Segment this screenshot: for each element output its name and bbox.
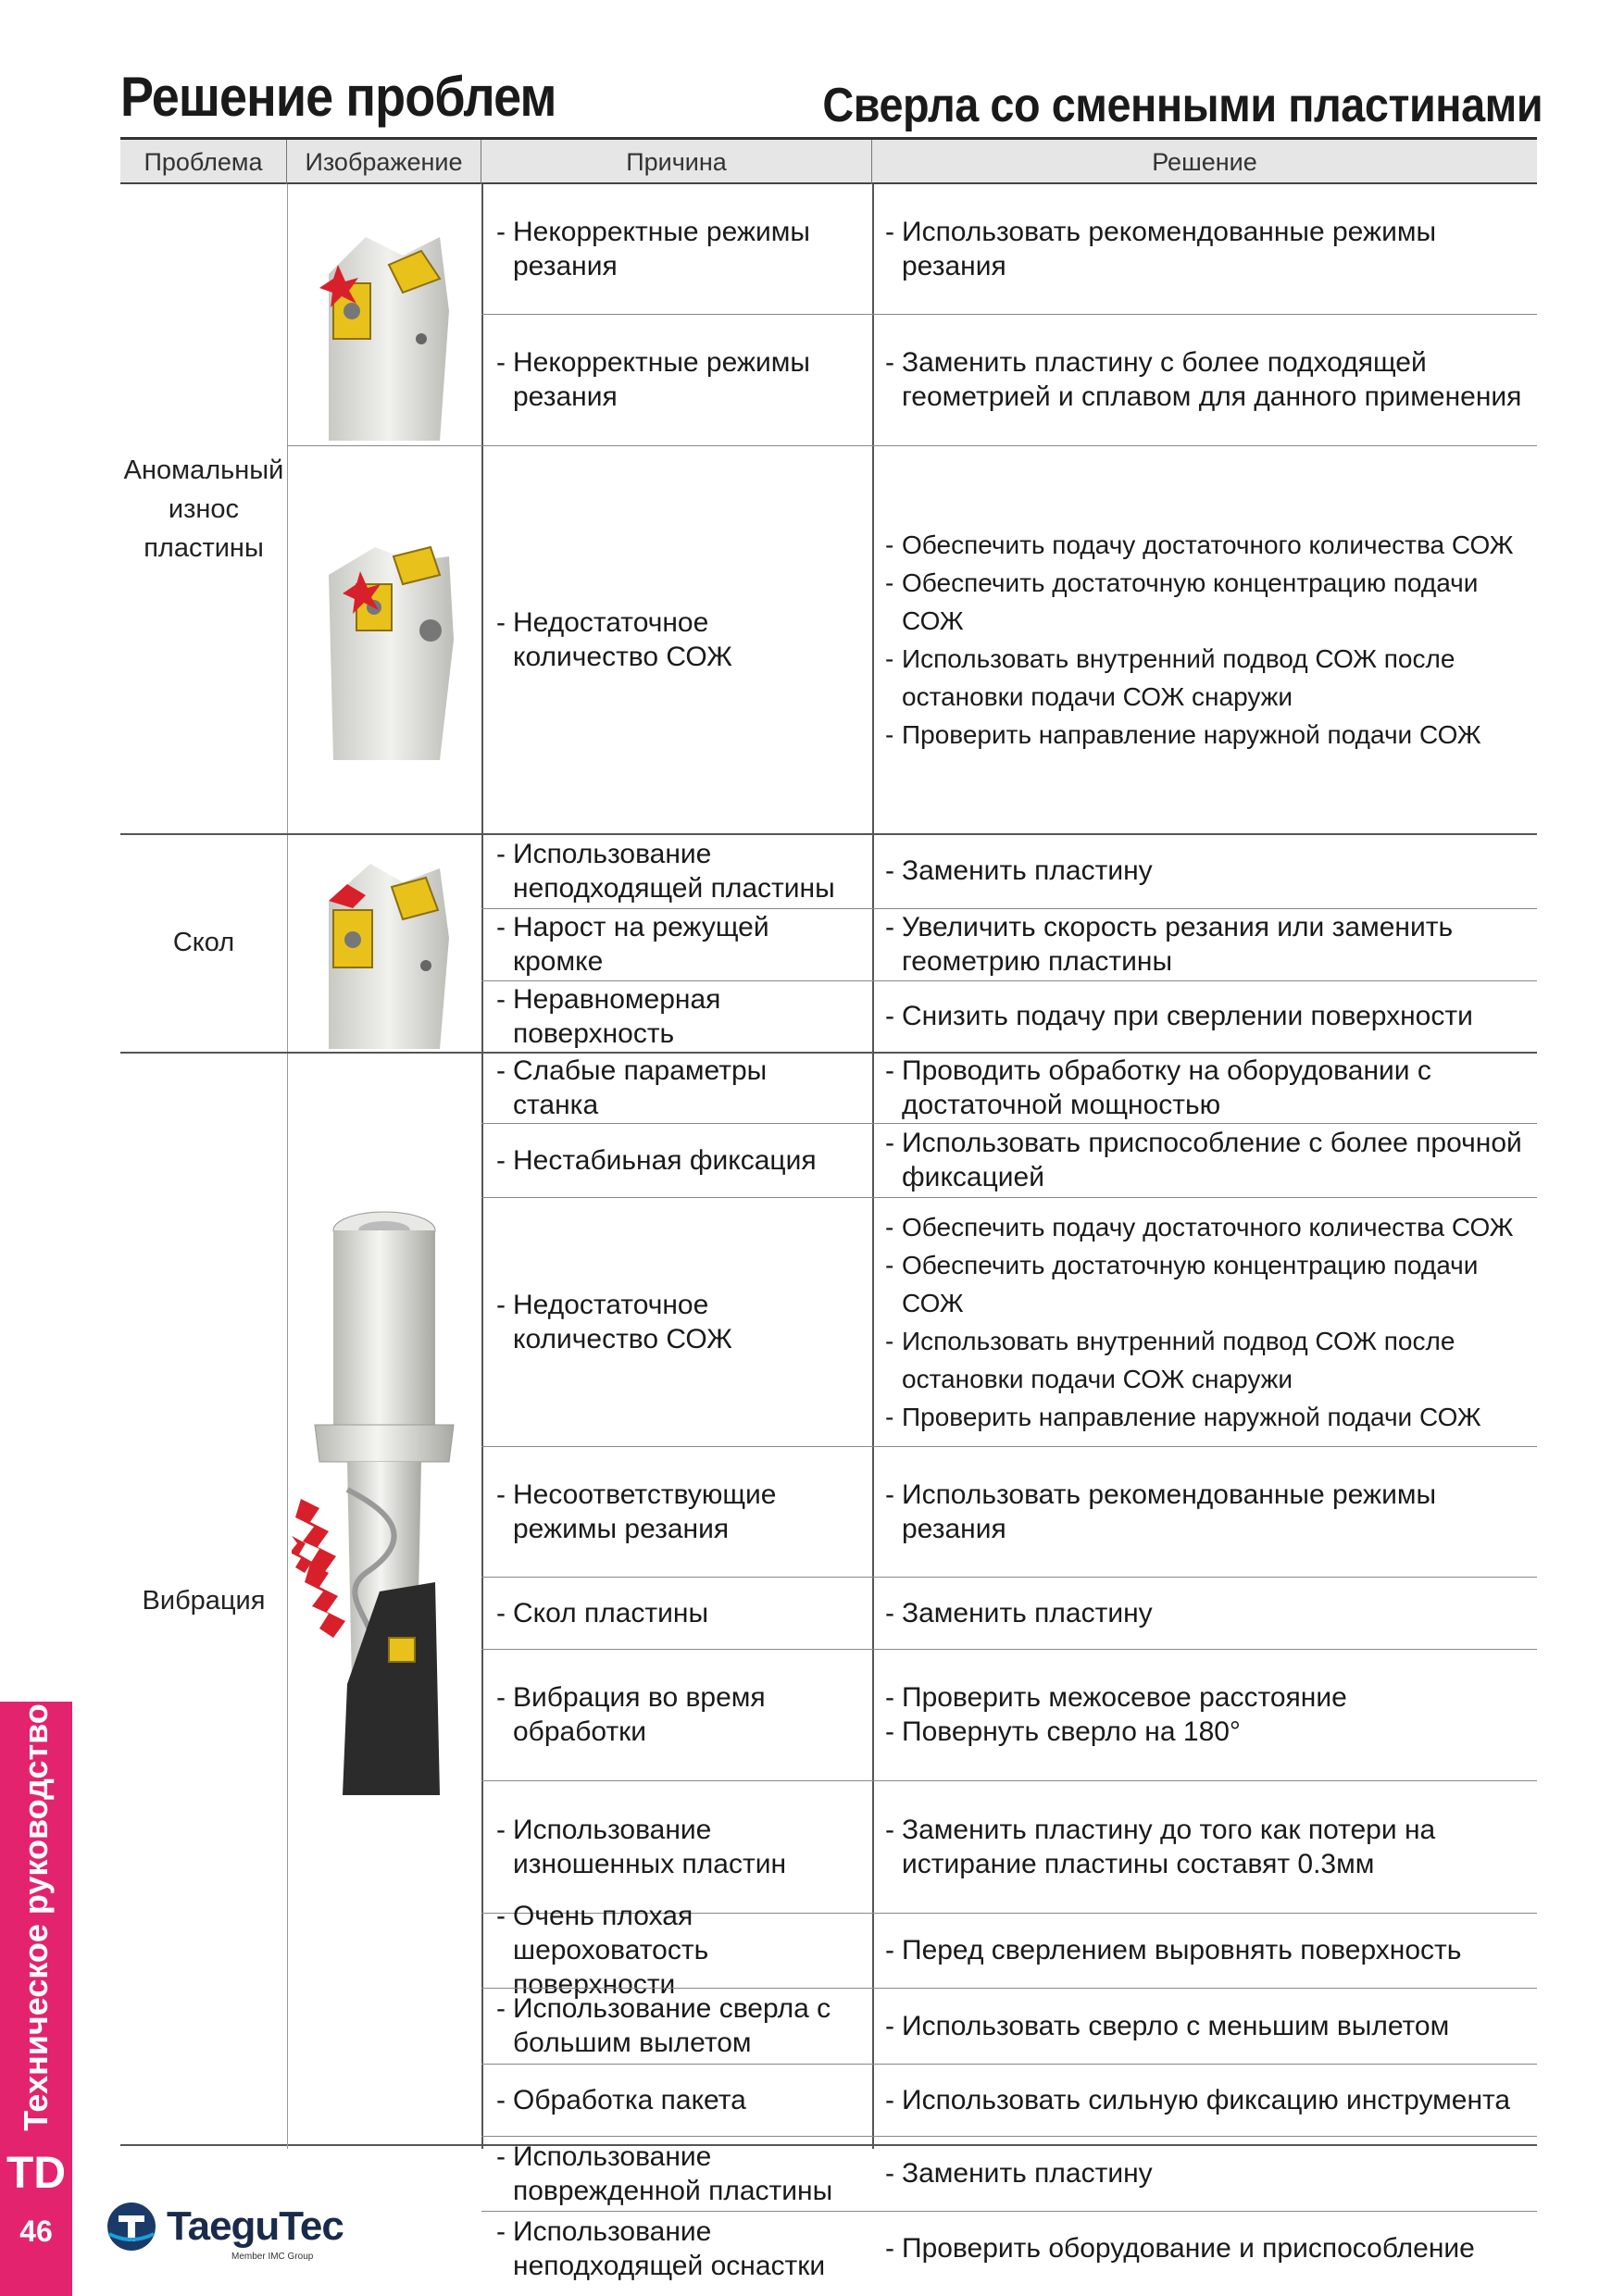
- solution-text: - Использовать внутренний подвод СОЖ после остановки подачи СОЖ снаружи: [885, 1322, 1528, 1398]
- problem-cell-chipping: Скол: [172, 928, 235, 957]
- page-number: 46: [19, 2215, 53, 2248]
- solution-text: - Использовать сверло с меньшим вылетом: [885, 2009, 1528, 2043]
- cause-cell: [483, 2136, 852, 2211]
- solution-cell: [872, 1197, 1537, 1446]
- cause-cell: [483, 1649, 852, 1780]
- solution-cell: [872, 314, 1537, 445]
- cause-cell: [483, 1123, 852, 1197]
- solution-text: - Использовать рекомендованные режимы резания: [885, 1478, 1528, 1546]
- cause-text: - Нестабиьная фиксация: [496, 1143, 844, 1178]
- cause-text: - Использование неподходящей пластины: [496, 837, 844, 905]
- drill-insert-chipping-image: [287, 833, 481, 1052]
- solution-cell: [872, 833, 1537, 908]
- solution-text: - Заменить пластину: [885, 2156, 1528, 2190]
- solution-text: - Проверить направление наружной подачи СОЖ: [885, 1398, 1528, 1436]
- solution-text: - Проверить направление наружной подачи СОЖ: [885, 716, 1528, 754]
- solution-cell: [872, 908, 1537, 980]
- image-divider: [287, 445, 481, 446]
- solution-text: - Использовать внутренний подвод СОЖ после остановки подачи СОЖ снаружи: [885, 640, 1528, 716]
- solution-cell: [872, 1649, 1537, 1780]
- taegutec-logo: [104, 2199, 344, 2254]
- solution-text: - Использовать сильную фиксацию инструмента: [885, 2083, 1528, 2117]
- solution-text: - Обеспечить достаточную концентрацию подачи СОЖ: [885, 1246, 1528, 1322]
- section-badge: TD: [6, 2149, 66, 2198]
- solution-text: - Заменить пластину: [885, 1596, 1528, 1630]
- cause-text: - Вибрация во время обработки: [496, 1680, 844, 1749]
- cause-text: - Использование неподходящей оснастки: [496, 2215, 844, 2283]
- solution-cell: [872, 2136, 1537, 2211]
- cause-text: - Нарост на режущей кромке: [496, 910, 844, 979]
- cause-text: - Слабые параметры станка: [496, 1054, 844, 1122]
- drill-insert-wear-image-2: [287, 445, 481, 833]
- logo-subtitle: Member IMC Group: [231, 2252, 314, 2262]
- cause-cell: [483, 314, 852, 445]
- solution-cell: [872, 2064, 1537, 2136]
- cause-cell: [483, 980, 852, 1052]
- solution-text: - Проверить межосевое расстояние: [885, 1680, 1528, 1715]
- solution-text: - Обеспечить достаточную концентрацию подачи СОЖ: [885, 564, 1528, 640]
- solution-text: - Заменить пластину до того как потери на истирание пластины составят 0.3мм: [885, 1813, 1528, 1881]
- cause-text: - Недостаточное количество СОЖ: [496, 605, 844, 674]
- cause-cell: [483, 1052, 852, 1123]
- cause-cell: [483, 1988, 852, 2064]
- table-header: [120, 140, 1537, 184]
- solution-text: - Снизить подачу при сверлении поверхности: [885, 999, 1528, 1033]
- cause-text: - Несоответствующие режимы резания: [496, 1478, 844, 1546]
- solution-cell: [872, 184, 1537, 314]
- solution-text: - Повернуть сверло на 180°: [885, 1715, 1528, 1749]
- header-solution: Решение: [1152, 147, 1257, 176]
- cause-text: - Использование сверла с большим вылетом: [496, 1991, 844, 2060]
- cause-cell: [483, 833, 852, 908]
- solution-cell: [872, 1577, 1537, 1649]
- cause-cell: [483, 1901, 852, 2000]
- solution-cell: [872, 1052, 1537, 1123]
- header-problem: Проблема: [120, 140, 287, 184]
- solution-text: - Обеспечить подачу достаточного количества СОЖ: [885, 1208, 1528, 1246]
- cause-text: - Очень плохая шероховатость поверхности: [496, 1899, 844, 2002]
- sidebar-label: Техническое руководство: [17, 1703, 55, 2131]
- solution-text: - Проводить обработку на оборудовании с достаточной мощностью: [885, 1054, 1528, 1122]
- drill-vibration-image: [287, 1052, 481, 2149]
- header-cause: Причина: [481, 140, 872, 184]
- solution-text: - Использовать приспособление с более прочной фиксацией: [885, 1126, 1528, 1194]
- solution-text: - Проверить оборудование и приспособление: [885, 2231, 1528, 2265]
- cause-text: - Некорректные режимы резания: [496, 345, 844, 414]
- cause-text: - Некорректные режимы резания: [496, 215, 844, 283]
- problem-cell-abnormal-wear: Аномальный износ пластины: [123, 455, 284, 563]
- solution-text: - Увеличить скорость резания или заменить геометрию пластины: [885, 910, 1528, 979]
- cause-text: - Использование изношенных пластин: [496, 1813, 844, 1881]
- solution-cell: [872, 1988, 1537, 2064]
- solution-text: - Заменить пластину: [885, 854, 1528, 888]
- solution-cell: [872, 980, 1537, 1052]
- cause-cell: [483, 1780, 852, 1913]
- cause-text: - Недостаточное количество СОЖ: [496, 1288, 844, 1356]
- cause-cell: [483, 2211, 852, 2286]
- solution-cell: [872, 445, 1537, 833]
- cause-text: - Скол пластины: [496, 1596, 844, 1630]
- cause-cell: [483, 184, 852, 314]
- cause-text: - Использование поврежденной пластины: [496, 2140, 844, 2208]
- solution-text: - Заменить пластину с более подходящей геометрией и сплавом для данного применения: [885, 345, 1528, 414]
- solution-cell: [872, 1123, 1537, 1197]
- cause-cell: [483, 908, 852, 980]
- cause-cell: [483, 445, 852, 833]
- cause-text: - Обработка пакета: [496, 2083, 844, 2117]
- section-title: Сверла со сменными пластинами: [822, 79, 1543, 132]
- solution-cell: [872, 1913, 1537, 1988]
- solution-cell: [872, 1446, 1537, 1577]
- cause-cell: [483, 1197, 852, 1446]
- solution-text: - Использовать рекомендованные режимы резания: [885, 215, 1528, 283]
- solution-cell: [872, 1780, 1537, 1913]
- problem-cell-vibration: Вибрация: [142, 1585, 266, 1616]
- solution-text: - Обеспечить подачу достаточного количества СОЖ: [885, 526, 1528, 564]
- header-image: Изображение: [287, 140, 481, 184]
- cause-cell: [483, 1577, 852, 1649]
- solution-cell: [872, 2211, 1537, 2286]
- solution-text: - Перед сверлением выровнять поверхность: [885, 1933, 1528, 1967]
- logo-text: TaeguTec: [167, 2203, 344, 2249]
- cause-cell: [483, 2064, 852, 2136]
- page-title: Решение проблем: [120, 66, 556, 128]
- drill-insert-wear-image-1: [287, 195, 481, 445]
- taegutec-logo-icon: [104, 2199, 159, 2254]
- cause-cell: [483, 1446, 852, 1577]
- cause-text: - Неравномерная поверхность: [496, 982, 844, 1051]
